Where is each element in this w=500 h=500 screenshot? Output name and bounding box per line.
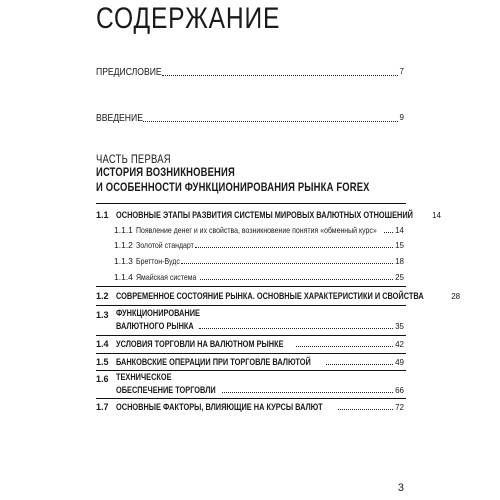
toc-front-label: ПРЕДИСЛОВИЕ: [96, 66, 162, 78]
section-divider: [96, 353, 406, 354]
toc-page-number: 14: [432, 211, 442, 220]
toc-entry-line: [116, 291, 461, 301]
toc-entry-number: 1.1: [96, 210, 109, 220]
toc-entry-number: 1.1.3: [114, 256, 133, 266]
dot-leader: [326, 364, 394, 365]
toc-entry-number: 1.1.1: [114, 225, 133, 235]
dot-leader: [143, 121, 397, 122]
dot-leader: [222, 392, 394, 393]
toc-front-preface[interactable]: [96, 66, 404, 78]
toc-front-introduction[interactable]: [96, 112, 404, 124]
toc-entry-line: [136, 225, 404, 235]
toc-entry[interactable]: [96, 289, 461, 301]
section-divider: [96, 305, 406, 306]
toc-page-number: 35: [395, 322, 404, 331]
part-title-line-2: И ОСОБЕННОСТИ ФУНКЦИОНИРОВАНИЯ РЫНКА FOREX: [96, 182, 370, 194]
dot-leader: [195, 247, 394, 248]
section-divider: [96, 335, 406, 336]
toc-entry[interactable]: [96, 337, 404, 349]
toc-entry-title: ВАЛЮТНОГО РЫНКА: [116, 321, 194, 331]
toc-entry-title: ОСНОВНЫЕ ФАКТОРЫ, ВЛИЯЮЩИЕ НА КУРСЫ ВАЛЮТ: [116, 402, 323, 412]
toc-page-number: 18: [395, 257, 404, 266]
toc-entry-number: 1.1.4: [114, 272, 133, 282]
toc-entry-title-line-1: ФУНКЦИОНИРОВАНИЕ: [116, 308, 200, 318]
page-title: СОДЕРЖАНИЕ: [96, 2, 281, 35]
toc-entry-sub[interactable]: [96, 270, 404, 282]
toc-entry[interactable]: [96, 355, 404, 367]
toc-page-number: 25: [395, 273, 404, 282]
dot-leader: [338, 409, 393, 410]
toc-entry-title: Ямайская система: [136, 272, 197, 282]
toc-entry-number: 1.1.2: [114, 240, 133, 250]
toc-front-label: ВВЕДЕНИЕ: [96, 112, 143, 124]
dot-leader: [162, 75, 397, 76]
toc-entry-line: [136, 272, 404, 282]
dot-leader: [296, 346, 393, 347]
toc-entry-number: 1.4: [96, 339, 109, 349]
toc-page-number: 42: [395, 340, 404, 349]
toc-page-number: 28: [451, 292, 461, 301]
toc-entry-title: УСЛОВИЯ ТОРГОВЛИ НА ВАЛЮТНОМ РЫНКЕ: [116, 339, 284, 349]
toc-entry-number: 1.5: [96, 357, 109, 367]
toc-entry-line: [116, 385, 404, 395]
toc-entry-title: Появление денег и их свойства, возникновение понятия «обменный курс»: [136, 225, 377, 235]
toc-entry-line: [116, 357, 404, 367]
dot-leader: [200, 279, 393, 280]
section-divider: [96, 286, 406, 287]
dot-leader: [199, 328, 393, 329]
toc-page-number: 9: [399, 113, 404, 122]
toc-entry-number: 1.2: [96, 291, 109, 301]
section-divider: [96, 398, 406, 399]
toc-entry-line: [116, 321, 404, 331]
toc-entry-sub[interactable]: [96, 223, 404, 235]
toc-page-number: 72: [395, 403, 404, 412]
toc-entry-title: ОБЕСПЕЧЕНИЕ ТОРГОВЛИ: [116, 385, 216, 395]
toc-entry[interactable]: [96, 400, 404, 412]
toc-entry[interactable]: [96, 208, 442, 220]
part-divider: [96, 203, 406, 204]
toc-entry-title: Бреттон-Вудс: [136, 256, 180, 266]
toc-entry-number: 1.3: [96, 310, 109, 320]
toc-entry-number: 1.7: [96, 402, 109, 412]
dot-leader: [181, 263, 393, 264]
toc-page-number: 66: [395, 386, 404, 395]
page-number: 3: [397, 482, 404, 494]
toc-entry-title: Золотой стандарт: [136, 240, 194, 250]
toc-entry-title: БАНКОВСКИЕ ОПЕРАЦИИ ПРИ ТОРГОВЛЕ ВАЛЮТОЙ: [116, 357, 311, 367]
toc-entry-number: 1.6: [96, 374, 109, 384]
toc-entry-sub[interactable]: [96, 238, 404, 250]
toc-entry-line: [116, 210, 442, 220]
toc-page-number: 7: [399, 67, 404, 76]
toc-page-number: 49: [395, 358, 404, 367]
toc-page-number: 15: [395, 241, 404, 250]
toc-page-number: 14: [395, 226, 404, 235]
toc-entry-line: [136, 240, 404, 250]
toc-entry-line: [116, 339, 404, 349]
toc-entry-sub[interactable]: [96, 254, 404, 266]
section-divider: [96, 370, 406, 371]
part-title-line-1: ИСТОРИЯ ВОЗНИКНОВЕНИЯ: [96, 167, 235, 179]
toc-entry-title-line-1: ТЕХНИЧЕСКОЕ: [116, 372, 172, 382]
dot-leader: [384, 232, 393, 233]
toc-entry-line: [136, 256, 404, 266]
part-label: ЧАСТЬ ПЕРВАЯ: [96, 154, 171, 166]
toc-entry-title: СОВРЕМЕННОЕ СОСТОЯНИЕ РЫНКА. ОСНОВНЫЕ ХАРАКТЕРИСТИКИ И СВОЙСТВА: [116, 291, 424, 301]
toc-entry-title: ОСНОВНЫЕ ЭТАПЫ РАЗВИТИЯ СИСТЕМЫ МИРОВЫХ ВАЛЮТНЫХ ОТНОШЕНИЙ: [116, 210, 413, 220]
toc-entry-line: [116, 402, 404, 412]
